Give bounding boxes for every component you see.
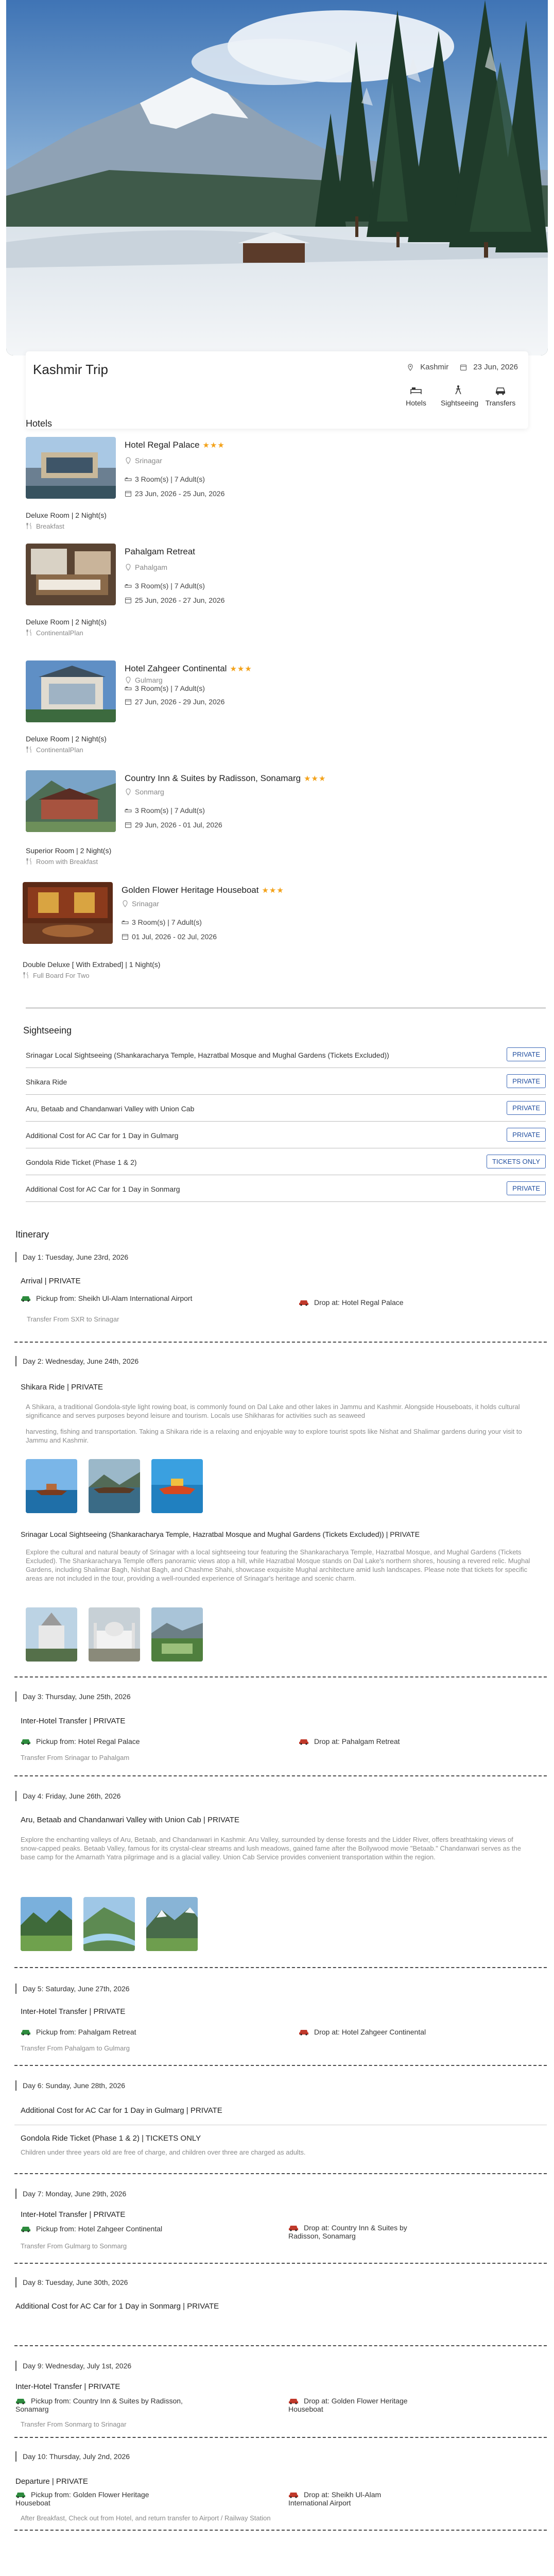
bed-icon (125, 807, 132, 814)
hotel-stars: ★★★ (230, 665, 252, 673)
activity-image (26, 1607, 77, 1662)
location-pin-icon (122, 900, 129, 907)
pickup-car-icon (21, 1738, 31, 1745)
day-heading: Day 2: Wednesday, June 24th, 2026 (15, 1356, 138, 1366)
calendar-icon (125, 490, 132, 497)
activity-title: Srinagar Local Sightseeing (Shankaracharya Temple, Hazratbal Mosque and Mughal Gardens (Tickets Excluded)) | PRIVATE (21, 1530, 420, 1538)
private-badge: PRIVATE (507, 1101, 546, 1115)
pickup-location: Pickup from: Hotel Regal Palace (21, 1737, 140, 1745)
hotel-name: Golden Flower Heritage Houseboat ★★★ (122, 885, 284, 895)
location-pin-icon (125, 676, 132, 684)
drop-car-icon (288, 2224, 299, 2231)
hotel-dates: 23 Jun, 2026 - 25 Jun, 2026 (125, 489, 224, 498)
pickup-location: Pickup from: Country Inn & Suites by Radisson, Sonamarg (15, 2397, 183, 2413)
day-separator (14, 2530, 547, 2531)
day-separator (14, 1676, 547, 1677)
bed-icon (125, 685, 132, 692)
car-icon (494, 383, 507, 397)
activity-description: A Shikara, a traditional Gondola-style light rowing boat, is commonly found on Dal Lake and other lakes in Jammu and Kashmir. Alongside Houseboats, it holds cultural significance and serves purposes beyond leisure and tourism. Locals use Shikharas for activities such as seaweed (26, 1403, 520, 1419)
day-heading: Day 7: Monday, June 29th, 2026 (15, 2189, 126, 2199)
drop-car-icon (299, 1738, 309, 1745)
day-heading: Day 6: Sunday, June 28th, 2026 (15, 2080, 125, 2091)
trip-destination (407, 363, 448, 371)
activity-image (83, 1897, 135, 1951)
hotel-room-type: Deluxe Room | 2 Night(s) (26, 735, 107, 743)
hotel-meal-plan: Breakfast (26, 522, 64, 530)
day-heading: Day 1: Tuesday, June 23rd, 2026 (15, 1252, 128, 1262)
day-heading: Day 3: Thursday, June 25th, 2026 (15, 1691, 131, 1702)
activity-title: Inter-Hotel Transfer | PRIVATE (21, 2007, 126, 2016)
transfer-subtext: Transfer From Pahalgam to Gulmarg (21, 2044, 130, 2052)
activity-title: Gondola Ride Ticket (Phase 1 & 2) | TICKETS ONLY (21, 2134, 201, 2143)
drop-location: Drop at: Hotel Regal Palace (299, 1298, 404, 1307)
private-badge: PRIVATE (507, 1047, 546, 1061)
hotel-meal-plan: Full Board For Two (23, 972, 90, 979)
day-heading: Day 10: Thursday, July 2nd, 2026 (15, 2451, 130, 2462)
calendar-icon (460, 364, 467, 371)
activity-title: Shikara Ride | PRIVATE (21, 1383, 103, 1392)
day-heading: Day 9: Wednesday, July 1st, 2026 (15, 2361, 131, 2371)
calendar-icon (125, 597, 132, 604)
activity-description: harvesting, fishing and transportation. Taking a Shikara ride is a relaxing and enjoyable way to explore tourist spots like Nishat and Shalimar gardens during your visit to Jammu and Kashmir. (26, 1428, 522, 1444)
hotel-image (23, 882, 113, 944)
activity-image (89, 1459, 140, 1513)
location-pin-icon (407, 364, 414, 371)
activity-image (89, 1607, 140, 1662)
hotel-stars: ★★★ (262, 886, 284, 895)
activity-title: Additional Cost for AC Car for 1 Day in Gulmarg | PRIVATE (21, 2106, 222, 2115)
hotel-name: Pahalgam Retreat (125, 547, 196, 556)
drop-car-icon (288, 2397, 299, 2404)
hotel-room-type: Superior Room | 2 Night(s) (26, 846, 112, 855)
private-badge: PRIVATE (507, 1074, 546, 1088)
drop-car-icon (299, 1299, 309, 1306)
activity-note: Children under three years old are free of charge, and children over three are charged as adults. (21, 2148, 306, 2156)
trip-date-label: 23 Jun, 2026 (473, 363, 518, 371)
bed-icon (125, 582, 132, 589)
hotel-dates: 27 Jun, 2026 - 29 Jun, 2026 (125, 698, 224, 706)
hotel-dates: 25 Jun, 2026 - 27 Jun, 2026 (125, 596, 224, 604)
activity-description: Explore the enchanting valleys of Aru, Betaab, and Chandanwari in Kashmir. Aru Valley, surrounded by dense forests and the Lidder River, offers breathtaking views of snow-capped peaks. Betaab Valley, famous for its crystal-clear streams and lush meadows, gained fame after the Bollywood movie "Betaab." Chandanwari serves as the base camp for the Amarnath Yatra pilgrimage and is a glacial valley. Union Cab Service provides convenient transportation within the region. (21, 1836, 521, 1861)
hotel-meal-plan: Room with Breakfast (26, 858, 98, 866)
day-separator (14, 1967, 547, 1968)
tab-hotels[interactable] (399, 383, 434, 407)
hotels-heading: Hotels (26, 418, 53, 429)
sightseeing-row[interactable] (26, 1148, 546, 1175)
activity-image (151, 1459, 203, 1513)
pickup-car-icon (21, 2028, 31, 2036)
drop-car-icon (288, 2491, 299, 2498)
day-separator (14, 2437, 547, 2438)
hotel-location: Srinagar (125, 456, 162, 465)
sightseeing-label: Shikara Ride (26, 1078, 67, 1086)
hotel-dates: 01 Jul, 2026 - 02 Jul, 2026 (122, 933, 217, 941)
activity-title: Aru, Betaab and Chandanwari Valley with Union Cab | PRIVATE (21, 1816, 239, 1824)
pickup-car-icon (15, 2397, 26, 2404)
hotel-image (26, 770, 116, 832)
tab-hotels-label: Hotels (406, 399, 426, 407)
hotel-location: Pahalgam (125, 563, 167, 571)
hotel-image (26, 437, 116, 499)
hotel-name: Hotel Zahgeer Continental ★★★ (125, 664, 252, 673)
transfer-subtext: After Breakfast, Check out from Hotel, and return transfer to Airport / Railway Station (21, 2514, 271, 2522)
sightseeing-heading: Sightseeing (23, 1025, 72, 1036)
trip-header-card (26, 351, 528, 429)
calendar-icon (125, 821, 132, 828)
tab-transfers-label: Transfers (485, 399, 516, 407)
sightseeing-row[interactable] (26, 1095, 546, 1122)
trip-meta (407, 363, 518, 371)
itinerary-heading: Itinerary (15, 1229, 49, 1240)
activity-title: Departure | PRIVATE (15, 2477, 88, 2486)
hotel-location: Gulmarg (125, 676, 163, 684)
trip-destination-label: Kashmir (420, 363, 449, 371)
hotel-rooms: 3 Room(s) | 7 Adult(s) (125, 684, 205, 692)
hotel-stars: ★★★ (202, 441, 225, 450)
activity-image (146, 1897, 198, 1951)
pickup-car-icon (15, 2491, 26, 2498)
sightseeing-label: Aru, Betaab and Chandanwari Valley with Union Cab (26, 1105, 195, 1113)
day-separator (14, 1775, 547, 1776)
transfer-subtext: Transfer From SXR to Srinagar (27, 1315, 119, 1323)
day-heading: Day 4: Friday, June 26th, 2026 (15, 1791, 120, 1801)
drop-car-icon (299, 2028, 309, 2036)
pickup-location: Pickup from: Hotel Zahgeer Continental (21, 2225, 162, 2233)
meal-icon (26, 629, 33, 636)
hero-image (6, 0, 548, 355)
pickup-location: Pickup from: Sheikh Ul-Alam International Airport (21, 1294, 196, 1302)
day-separator (14, 2173, 547, 2174)
location-pin-icon (125, 457, 132, 464)
activity-image (151, 1607, 203, 1662)
private-badge: PRIVATE (507, 1181, 546, 1195)
sightseeing-row[interactable] (26, 1122, 546, 1148)
hotel-location: Srinagar (122, 900, 159, 908)
hotel-rooms: 3 Room(s) | 7 Adult(s) (122, 918, 202, 926)
hotel-rooms: 3 Room(s) | 7 Adult(s) (125, 475, 205, 483)
hotel-meal-plan: ContinentalPlan (26, 629, 83, 637)
meal-icon (26, 746, 33, 753)
trip-date (460, 363, 518, 371)
pickup-car-icon (21, 2225, 31, 2232)
tab-transfers[interactable] (483, 383, 518, 407)
drop-location: Drop at: Country Inn & Suites by Radisson, Sonamarg (288, 2224, 407, 2240)
sightseeing-label: Additional Cost for AC Car for 1 Day in Sonmarg (26, 1185, 180, 1193)
sightseeing-row[interactable] (26, 1175, 546, 1202)
sightseeing-row[interactable] (26, 1068, 546, 1095)
day-separator (14, 2263, 547, 2264)
meal-icon (26, 522, 33, 530)
calendar-icon (125, 698, 132, 705)
meal-icon (26, 858, 33, 865)
hotel-image (26, 544, 116, 605)
day-separator (14, 2065, 547, 2066)
drop-location: Drop at: Sheikh Ul-Alam International Airport (288, 2490, 382, 2507)
hotel-room-type: Double Deluxe [ With Extrabed] | 1 Night(s) (23, 960, 161, 969)
hotel-stars: ★★★ (304, 774, 326, 783)
location-pin-icon (125, 788, 132, 795)
pickup-car-icon (21, 1295, 31, 1302)
meal-icon (23, 972, 30, 979)
activity-title: Arrival | PRIVATE (21, 1277, 81, 1285)
pickup-location: Pickup from: Golden Flower Heritage Houseboat (15, 2490, 149, 2507)
hotel-meal-plan: ContinentalPlan (26, 746, 83, 754)
day-heading: Day 5: Saturday, June 27th, 2026 (15, 1984, 130, 1994)
bed-icon (125, 476, 132, 483)
day-separator (14, 2345, 547, 2346)
hotel-rooms: 3 Room(s) | 7 Adult(s) (125, 582, 205, 590)
day-heading: Day 8: Tuesday, June 30th, 2026 (15, 2277, 128, 2287)
sightseeing-label: Srinagar Local Sightseeing (Shankaracharya Temple, Hazratbal Mosque and Mughal Gardens (Tickets Excluded)) (26, 1051, 389, 1059)
trip-tabs (399, 383, 518, 407)
hotel-room-type: Deluxe Room | 2 Night(s) (26, 618, 107, 626)
activity-title: Additional Cost for AC Car for 1 Day in Sonmarg | PRIVATE (15, 2302, 219, 2311)
activity-title: Inter-Hotel Transfer | PRIVATE (21, 1717, 126, 1725)
sightseeing-label: Gondola Ride Ticket (Phase 1 & 2) (26, 1158, 137, 1166)
hotel-name: Country Inn & Suites by Radisson, Sonamarg ★★★ (125, 773, 326, 783)
activity-image (21, 1897, 72, 1951)
private-badge: PRIVATE (507, 1128, 546, 1142)
transfer-subtext: Transfer From Sonmarg to Srinagar (21, 2420, 127, 2428)
sightseeing-icon (452, 383, 465, 397)
sightseeing-label: Additional Cost for AC Car for 1 Day in Gulmarg (26, 1131, 179, 1140)
transfer-subtext: Transfer From Gulmarg to Sonmarg (21, 2242, 127, 2250)
drop-location: Drop at: Hotel Zahgeer Continental (299, 2028, 426, 2036)
activity-image (26, 1459, 77, 1513)
tab-sightseeing[interactable] (441, 383, 479, 407)
hotel-room-type: Deluxe Room | 2 Night(s) (26, 511, 107, 519)
bed-icon (409, 383, 423, 397)
calendar-icon (122, 933, 129, 940)
hotel-image (26, 660, 116, 722)
hotel-rooms: 3 Room(s) | 7 Adult(s) (125, 806, 205, 815)
activity-description: Explore the cultural and natural beauty of Srinagar with a local sightseeing tour featuring the Shankaracharya Temple, Hazratbal Mosque, and Mughal Gardens (Tickets Excluded). The Shankaracharya Temple offers panoramic views atop a hill, while Hazratbal Mosque stands on Dal Lake's northern shores, housing a revered relic. Mughal Gardens, including Shalimar Bagh, Nishat Bagh, and Chashme Shahi, showcase exquisite Mughal architecture amid lush landscapes. Please note that tickets for specific areas are not included in the tour, providing a well-rounded experience of Srinagar's heritage and scenic charm. (26, 1548, 530, 1582)
day-separator (14, 1342, 547, 1343)
trip-title: Kashmir Trip (33, 362, 108, 377)
hotel-dates: 29 Jun, 2026 - 01 Jul, 2026 (125, 821, 222, 829)
drop-location: Drop at: Pahalgam Retreat (299, 1737, 400, 1745)
location-pin-icon (125, 564, 132, 571)
tab-sightseeing-label: Sightseeing (441, 399, 479, 407)
hotel-location: Sonmarg (125, 788, 164, 796)
bed-icon (122, 919, 129, 926)
activity-title: Inter-Hotel Transfer | PRIVATE (21, 2210, 126, 2219)
tickets-only-badge: TICKETS ONLY (487, 1155, 546, 1168)
transfer-subtext: Transfer From Srinagar to Pahalgam (21, 1754, 130, 1761)
sightseeing-row[interactable] (26, 1041, 546, 1068)
pickup-location: Pickup from: Pahalgam Retreat (21, 2028, 136, 2036)
drop-location: Drop at: Golden Flower Heritage Houseboat (288, 2397, 408, 2413)
hotel-name: Hotel Regal Palace ★★★ (125, 440, 225, 450)
activity-title: Inter-Hotel Transfer | PRIVATE (15, 2382, 120, 2391)
